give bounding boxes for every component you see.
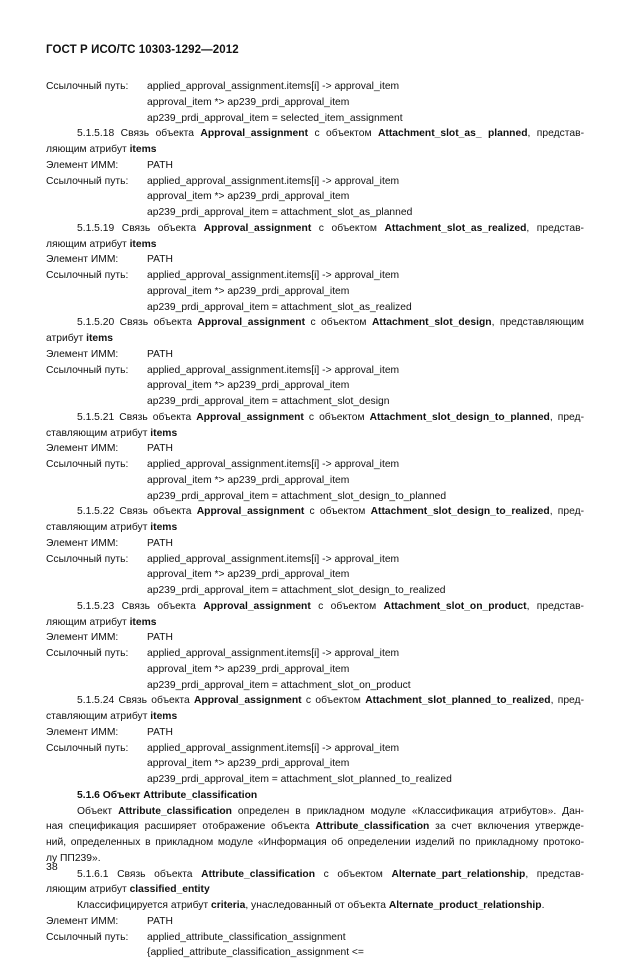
subsection-heading-wrap: ставляющим атрибут items — [46, 711, 178, 722]
subsection-heading-wrap: ляющим атрибут classified_entity — [46, 884, 210, 896]
subsection-heading: 5.1.5.20 Связь объекта Approval_assignment с объектом Attachment_slot_design, представляющим — [77, 317, 585, 329]
mapping-line: ap239_prdi_approval_item = attachment_slot_on_product — [147, 679, 411, 691]
mapping-line: ap239_prdi_approval_item = attachment_slot_design_to_realized — [147, 585, 446, 596]
mapping-line: ap239_prdi_approval_item = attachment_slot_design — [147, 396, 390, 407]
mapping-line: Ссылочный путь: applied_approval_assignment.items[i] -> approval_item — [46, 648, 400, 659]
mapping-line: Ссылочный путь: applied_approval_assignment.items[i] -> approval_item — [46, 742, 400, 754]
mapping-line: approval_item *> ap239_prdi_approval_item — [147, 663, 350, 675]
document-header: ГОСТ Р ИСО/ТС 10303-1292—2012 — [46, 44, 239, 56]
subsection-heading: 5.1.5.22 Связь объекта Approval_assignment с объектом Attachment_slot_design_to_realized, пред- — [77, 506, 585, 518]
subsection-heading: 5.1.6.1 Связь объекта Attribute_classification с объектом Alternate_part_relationship, представ- — [77, 868, 584, 880]
mapping-line: approval_item *> ap239_prdi_approval_item — [147, 758, 350, 770]
page-number: 38 — [46, 861, 58, 873]
section-heading: 5.1.6 Объект Attribute_classification — [77, 789, 258, 801]
paragraph-line: ная спецификация расширяет отображение объекта Attribute_classification за счет включения утвержде- — [46, 821, 584, 833]
subsection-heading-wrap: ставляющим атрибут items — [46, 522, 178, 533]
paragraph-line: лу ПП239». — [46, 852, 101, 864]
mapping-sections — [46, 126, 584, 788]
document-body — [46, 79, 584, 961]
mapping-line: Элемент ИММ: PATH — [46, 537, 173, 549]
mapping-line: Элемент ИММ: PATH — [46, 443, 173, 455]
mapping-line: Элемент ИММ: PATH — [46, 632, 173, 644]
mapping-line: Элемент ИММ: PATH — [46, 159, 173, 171]
subsection-heading: 5.1.5.21 Связь объекта Approval_assignment с объектом Attachment_slot_design_to_planned, пред- — [77, 411, 584, 423]
mapping-line: Элемент ИММ: PATH — [46, 726, 173, 738]
mapping-line: Элемент ИММ: PATH — [46, 348, 173, 360]
subsection-heading-wrap: ставляющим атрибут items — [46, 427, 178, 439]
mapping-line: approval_item *> ap239_prdi_approval_item — [147, 191, 350, 203]
mapping-line: Ссылочный путь: applied_approval_assignment.items[i] -> approval_item — [46, 81, 400, 92]
mapping-line: Ссылочный путь: applied_approval_assignment.items[i] -> approval_item — [46, 270, 400, 281]
mapping-line: ap239_prdi_approval_item = attachment_slot_as_planned — [147, 207, 413, 218]
mapping-line: ap239_prdi_approval_item = selected_item_assignment — [147, 112, 403, 124]
mapping-line: Элемент ИММ: PATH — [46, 915, 173, 927]
subsection-heading: 5.1.5.23 Связь объекта Approval_assignment с объектом Attachment_slot_on_product, представ- — [77, 600, 584, 612]
subsection-heading-wrap: ляющим атрибут items — [46, 144, 157, 155]
paragraph-line: ний, определенных в прикладном модуле «Информация об определении изделий по прикладному протоко- — [46, 837, 584, 848]
subsection-heading: 5.1.5.24 Связь объекта Approval_assignment с объектом Attachment_slot_planned_to_realized, пред- — [77, 695, 584, 707]
mapping-line: approval_item *> ap239_prdi_approval_item — [147, 474, 350, 486]
mapping-line: approval_item *> ap239_prdi_approval_item — [147, 96, 350, 108]
paragraph-line: Объект Attribute_classification определен в прикладном модуле «Классификация атрибутов». Дан- — [77, 805, 584, 817]
mapping-line: Ссылочный путь: applied_approval_assignment.items[i] -> approval_item — [46, 459, 400, 470]
subsection-heading-wrap: атрибут items — [46, 333, 113, 344]
mapping-line: Ссылочный путь: applied_approval_assignment.items[i] -> approval_item — [46, 364, 400, 376]
mapping-line: Ссылочный путь: applied_approval_assignment.items[i] -> approval_item — [46, 553, 400, 565]
mapping-line: Ссылочный путь: applied_approval_assignment.items[i] -> approval_item — [46, 175, 400, 187]
mapping-line: ap239_prdi_approval_item = attachment_slot_planned_to_realized — [147, 774, 452, 785]
mapping-line: {applied_attribute_classification_assignment <= — [147, 947, 364, 959]
subsection-heading: 5.1.5.18 Связь объекта Approval_assignment с объектом Attachment_slot_as_ planned, представ- — [77, 128, 584, 140]
mapping-line: ap239_prdi_approval_item = attachment_slot_as_realized — [147, 301, 412, 313]
paragraph-line: Классифицируется атрибут criteria, унаследованный от объекта Alternate_product_relationship. — [77, 900, 545, 911]
subsection-heading: 5.1.5.19 Связь объекта Approval_assignment с объектом Attachment_slot_as_realized, представ- — [77, 222, 584, 234]
mapping-line: ap239_prdi_approval_item = attachment_slot_design_to_planned — [147, 490, 447, 502]
subsection-heading-wrap: ляющим атрибут items — [46, 616, 157, 628]
mapping-line: Ссылочный путь: applied_attribute_classification_assignment — [46, 931, 346, 943]
subsection-heading-wrap: ляющим атрибут items — [46, 238, 157, 250]
mapping-line: approval_item *> ap239_prdi_approval_item — [147, 285, 350, 297]
mapping-line: approval_item *> ap239_prdi_approval_item — [147, 380, 350, 392]
mapping-line: Элемент ИММ: PATH — [46, 254, 173, 266]
mapping-line: approval_item *> ap239_prdi_approval_item — [147, 569, 350, 581]
